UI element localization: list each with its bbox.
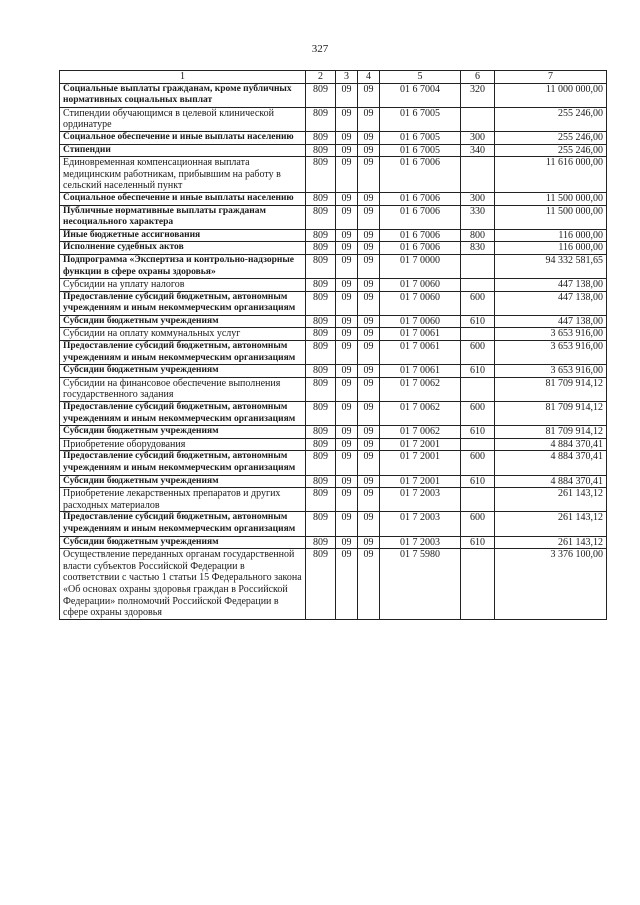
row-ministry-code: 809 <box>306 291 336 315</box>
row-subsection: 09 <box>358 377 380 401</box>
row-amount: 255 246,00 <box>495 107 607 131</box>
row-expense-type: 300 <box>461 131 495 144</box>
row-section: 09 <box>336 341 358 365</box>
row-name: Предоставление субсидий бюджетным, автономным учреждениям и иным некоммерческим организациям <box>60 291 306 315</box>
row-target-article: 01 7 0062 <box>380 402 461 426</box>
table-row <box>60 536 607 549</box>
row-amount: 3 653 916,00 <box>495 365 607 378</box>
row-expense-type: 320 <box>461 83 495 107</box>
row-section: 09 <box>336 242 358 255</box>
row-amount: 11 616 000,00 <box>495 157 607 193</box>
row-subsection: 09 <box>358 536 380 549</box>
row-name: Публичные нормативные выплаты гражданам несоциального характера <box>60 205 306 229</box>
row-expense-type: 330 <box>461 205 495 229</box>
row-amount: 3 653 916,00 <box>495 328 607 341</box>
row-ministry-code: 809 <box>306 229 336 242</box>
row-ministry-code: 809 <box>306 341 336 365</box>
row-amount: 447 138,00 <box>495 315 607 328</box>
row-section: 09 <box>336 488 358 512</box>
row-section: 09 <box>336 157 358 193</box>
row-expense-type <box>461 438 495 451</box>
row-target-article: 01 6 7005 <box>380 131 461 144</box>
table-row <box>60 328 607 341</box>
row-target-article: 01 7 0062 <box>380 426 461 439</box>
row-expense-type: 800 <box>461 229 495 242</box>
row-name: Предоставление субсидий бюджетным, автономным учреждениям и иным некоммерческим организациям <box>60 512 306 536</box>
row-section: 09 <box>336 475 358 488</box>
row-name: Субсидии на уплату налогов <box>60 279 306 292</box>
row-ministry-code: 809 <box>306 157 336 193</box>
row-target-article: 01 7 0060 <box>380 315 461 328</box>
row-subsection: 09 <box>358 83 380 107</box>
row-ministry-code: 809 <box>306 144 336 157</box>
row-ministry-code: 809 <box>306 279 336 292</box>
row-ministry-code: 809 <box>306 254 336 278</box>
row-amount: 255 246,00 <box>495 131 607 144</box>
row-expense-type <box>461 157 495 193</box>
row-target-article: 01 7 2001 <box>380 451 461 475</box>
table-row <box>60 192 607 205</box>
row-section: 09 <box>336 536 358 549</box>
row-amount: 261 143,12 <box>495 536 607 549</box>
column-header-target-article: 5 <box>380 71 461 84</box>
column-header-section: 3 <box>336 71 358 84</box>
row-expense-type: 600 <box>461 402 495 426</box>
row-subsection: 09 <box>358 205 380 229</box>
column-header-subsection: 4 <box>358 71 380 84</box>
row-ministry-code: 809 <box>306 365 336 378</box>
row-subsection: 09 <box>358 131 380 144</box>
row-amount: 447 138,00 <box>495 279 607 292</box>
row-amount: 81 709 914,12 <box>495 377 607 401</box>
row-expense-type <box>461 107 495 131</box>
table-row <box>60 144 607 157</box>
row-expense-type <box>461 328 495 341</box>
row-target-article: 01 6 7005 <box>380 107 461 131</box>
row-subsection: 09 <box>358 192 380 205</box>
page-number: 327 <box>311 43 329 55</box>
row-ministry-code: 809 <box>306 475 336 488</box>
row-section: 09 <box>336 144 358 157</box>
row-name: Социальное обеспечение и иные выплаты населению <box>60 131 306 144</box>
row-ministry-code: 809 <box>306 83 336 107</box>
row-subsection: 09 <box>358 229 380 242</box>
row-section: 09 <box>336 107 358 131</box>
row-target-article: 01 6 7004 <box>380 83 461 107</box>
row-section: 09 <box>336 512 358 536</box>
row-target-article: 01 7 0061 <box>380 341 461 365</box>
row-target-article: 01 7 2003 <box>380 488 461 512</box>
row-section: 09 <box>336 291 358 315</box>
row-section: 09 <box>336 426 358 439</box>
row-name: Иные бюджетные ассигнования <box>60 229 306 242</box>
table-row <box>60 315 607 328</box>
row-amount: 4 884 370,41 <box>495 438 607 451</box>
row-target-article: 01 7 0061 <box>380 328 461 341</box>
table-row <box>60 205 607 229</box>
row-target-article: 01 7 2001 <box>380 438 461 451</box>
row-amount: 94 332 581,65 <box>495 254 607 278</box>
row-subsection: 09 <box>358 451 380 475</box>
row-section: 09 <box>336 328 358 341</box>
row-amount: 261 143,12 <box>495 488 607 512</box>
budget-table <box>59 70 607 620</box>
row-expense-type <box>461 377 495 401</box>
table-row <box>60 365 607 378</box>
row-expense-type <box>461 549 495 620</box>
row-section: 09 <box>336 377 358 401</box>
row-target-article: 01 6 7006 <box>380 229 461 242</box>
row-amount: 255 246,00 <box>495 144 607 157</box>
row-subsection: 09 <box>358 279 380 292</box>
row-expense-type: 610 <box>461 365 495 378</box>
row-target-article: 01 7 0060 <box>380 279 461 292</box>
row-section: 09 <box>336 229 358 242</box>
row-name: Приобретение лекарственных препаратов и других расходных материалов <box>60 488 306 512</box>
row-ministry-code: 809 <box>306 488 336 512</box>
table-row <box>60 242 607 255</box>
row-name: Стипендии <box>60 144 306 157</box>
table-row <box>60 254 607 278</box>
table-row <box>60 341 607 365</box>
table-row <box>60 549 607 620</box>
row-subsection: 09 <box>358 157 380 193</box>
row-section: 09 <box>336 279 358 292</box>
column-header-expense-type: 6 <box>461 71 495 84</box>
row-expense-type: 600 <box>461 451 495 475</box>
row-amount: 11 000 000,00 <box>495 83 607 107</box>
table-header-row <box>60 71 607 84</box>
row-amount: 116 000,00 <box>495 242 607 255</box>
row-expense-type: 610 <box>461 536 495 549</box>
table-row <box>60 426 607 439</box>
row-target-article: 01 7 0000 <box>380 254 461 278</box>
row-target-article: 01 6 7006 <box>380 242 461 255</box>
row-name: Социальное обеспечение и иные выплаты населению <box>60 192 306 205</box>
row-name: Субсидии бюджетным учреждениям <box>60 475 306 488</box>
column-header-amount: 7 <box>495 71 607 84</box>
table-row <box>60 83 607 107</box>
row-ministry-code: 809 <box>306 242 336 255</box>
row-amount: 4 884 370,41 <box>495 451 607 475</box>
row-target-article: 01 6 7006 <box>380 157 461 193</box>
row-subsection: 09 <box>358 438 380 451</box>
row-subsection: 09 <box>358 426 380 439</box>
row-target-article: 01 6 7006 <box>380 205 461 229</box>
row-section: 09 <box>336 365 358 378</box>
row-ministry-code: 809 <box>306 205 336 229</box>
row-subsection: 09 <box>358 242 380 255</box>
row-amount: 261 143,12 <box>495 512 607 536</box>
row-expense-type: 600 <box>461 341 495 365</box>
row-name: Приобретение оборудования <box>60 438 306 451</box>
row-subsection: 09 <box>358 402 380 426</box>
table-row <box>60 402 607 426</box>
table-row <box>60 131 607 144</box>
row-name: Осуществление переданных органам государственной власти субъектов Российской Федерации в соответствии с частью 1 статьи 15 Федерального закона «Об основах охраны здоровья граждан в Российской Федерации» полномочий Российской Федерации в сфере охраны здоровья <box>60 549 306 620</box>
row-name: Субсидии бюджетным учреждениям <box>60 315 306 328</box>
row-amount: 81 709 914,12 <box>495 426 607 439</box>
table-row <box>60 451 607 475</box>
column-header-ministry: 2 <box>306 71 336 84</box>
row-name: Субсидии бюджетным учреждениям <box>60 536 306 549</box>
row-name: Социальные выплаты гражданам, кроме публичных нормативных социальных выплат <box>60 83 306 107</box>
table-row <box>60 438 607 451</box>
row-section: 09 <box>336 549 358 620</box>
row-amount: 3 653 916,00 <box>495 341 607 365</box>
row-subsection: 09 <box>358 315 380 328</box>
row-name: Стипендии обучающимся в целевой клинической ординатуре <box>60 107 306 131</box>
row-target-article: 01 7 0060 <box>380 291 461 315</box>
row-target-article: 01 7 0062 <box>380 377 461 401</box>
row-subsection: 09 <box>358 254 380 278</box>
row-name: Предоставление субсидий бюджетным, автономным учреждениям и иным некоммерческим организациям <box>60 341 306 365</box>
row-ministry-code: 809 <box>306 451 336 475</box>
row-subsection: 09 <box>358 365 380 378</box>
row-ministry-code: 809 <box>306 377 336 401</box>
row-expense-type: 600 <box>461 512 495 536</box>
row-amount: 81 709 914,12 <box>495 402 607 426</box>
row-amount: 447 138,00 <box>495 291 607 315</box>
row-name: Единовременная компенсационная выплата медицинским работникам, прибывшим на работу в сельский населенный пункт <box>60 157 306 193</box>
table-row <box>60 291 607 315</box>
table-row <box>60 157 607 193</box>
row-expense-type: 610 <box>461 426 495 439</box>
row-ministry-code: 809 <box>306 192 336 205</box>
row-section: 09 <box>336 131 358 144</box>
row-ministry-code: 809 <box>306 402 336 426</box>
row-ministry-code: 809 <box>306 107 336 131</box>
row-ministry-code: 809 <box>306 328 336 341</box>
row-expense-type <box>461 488 495 512</box>
row-section: 09 <box>336 83 358 107</box>
row-subsection: 09 <box>358 512 380 536</box>
row-expense-type: 300 <box>461 192 495 205</box>
row-expense-type: 600 <box>461 291 495 315</box>
table-row <box>60 512 607 536</box>
row-expense-type <box>461 254 495 278</box>
row-section: 09 <box>336 438 358 451</box>
row-amount: 116 000,00 <box>495 229 607 242</box>
row-subsection: 09 <box>358 549 380 620</box>
row-amount: 11 500 000,00 <box>495 192 607 205</box>
row-amount: 11 500 000,00 <box>495 205 607 229</box>
row-ministry-code: 809 <box>306 438 336 451</box>
row-ministry-code: 809 <box>306 549 336 620</box>
row-expense-type: 610 <box>461 475 495 488</box>
row-subsection: 09 <box>358 144 380 157</box>
row-target-article: 01 7 2003 <box>380 536 461 549</box>
row-section: 09 <box>336 402 358 426</box>
row-name: Предоставление субсидий бюджетным, автономным учреждениям и иным некоммерческим организациям <box>60 402 306 426</box>
row-subsection: 09 <box>358 107 380 131</box>
row-expense-type: 610 <box>461 315 495 328</box>
row-ministry-code: 809 <box>306 512 336 536</box>
row-section: 09 <box>336 192 358 205</box>
row-name: Подпрограмма «Экспертиза и контрольно-надзорные функции в сфере охраны здоровья» <box>60 254 306 278</box>
row-target-article: 01 7 5980 <box>380 549 461 620</box>
table-row <box>60 107 607 131</box>
row-amount: 3 376 100,00 <box>495 549 607 620</box>
row-name: Субсидии на финансовое обеспечение выполнения государственного задания <box>60 377 306 401</box>
row-section: 09 <box>336 205 358 229</box>
row-ministry-code: 809 <box>306 315 336 328</box>
row-ministry-code: 809 <box>306 536 336 549</box>
table-row <box>60 488 607 512</box>
row-expense-type <box>461 279 495 292</box>
row-ministry-code: 809 <box>306 426 336 439</box>
table-row <box>60 377 607 401</box>
row-section: 09 <box>336 254 358 278</box>
row-subsection: 09 <box>358 488 380 512</box>
row-section: 09 <box>336 451 358 475</box>
row-subsection: 09 <box>358 475 380 488</box>
row-target-article: 01 6 7006 <box>380 192 461 205</box>
row-name: Субсидии на оплату коммунальных услуг <box>60 328 306 341</box>
table-row <box>60 279 607 292</box>
row-target-article: 01 7 0061 <box>380 365 461 378</box>
row-expense-type: 340 <box>461 144 495 157</box>
row-target-article: 01 6 7005 <box>380 144 461 157</box>
row-target-article: 01 7 2003 <box>380 512 461 536</box>
row-target-article: 01 7 2001 <box>380 475 461 488</box>
row-name: Предоставление субсидий бюджетным, автономным учреждениям и иным некоммерческим организациям <box>60 451 306 475</box>
row-subsection: 09 <box>358 328 380 341</box>
row-expense-type: 830 <box>461 242 495 255</box>
table-row <box>60 475 607 488</box>
row-subsection: 09 <box>358 291 380 315</box>
table-row <box>60 229 607 242</box>
row-amount: 4 884 370,41 <box>495 475 607 488</box>
row-section: 09 <box>336 315 358 328</box>
row-subsection: 09 <box>358 341 380 365</box>
row-ministry-code: 809 <box>306 131 336 144</box>
row-name: Субсидии бюджетным учреждениям <box>60 365 306 378</box>
row-name: Субсидии бюджетным учреждениям <box>60 426 306 439</box>
column-header-name: 1 <box>60 71 306 84</box>
row-name: Исполнение судебных актов <box>60 242 306 255</box>
